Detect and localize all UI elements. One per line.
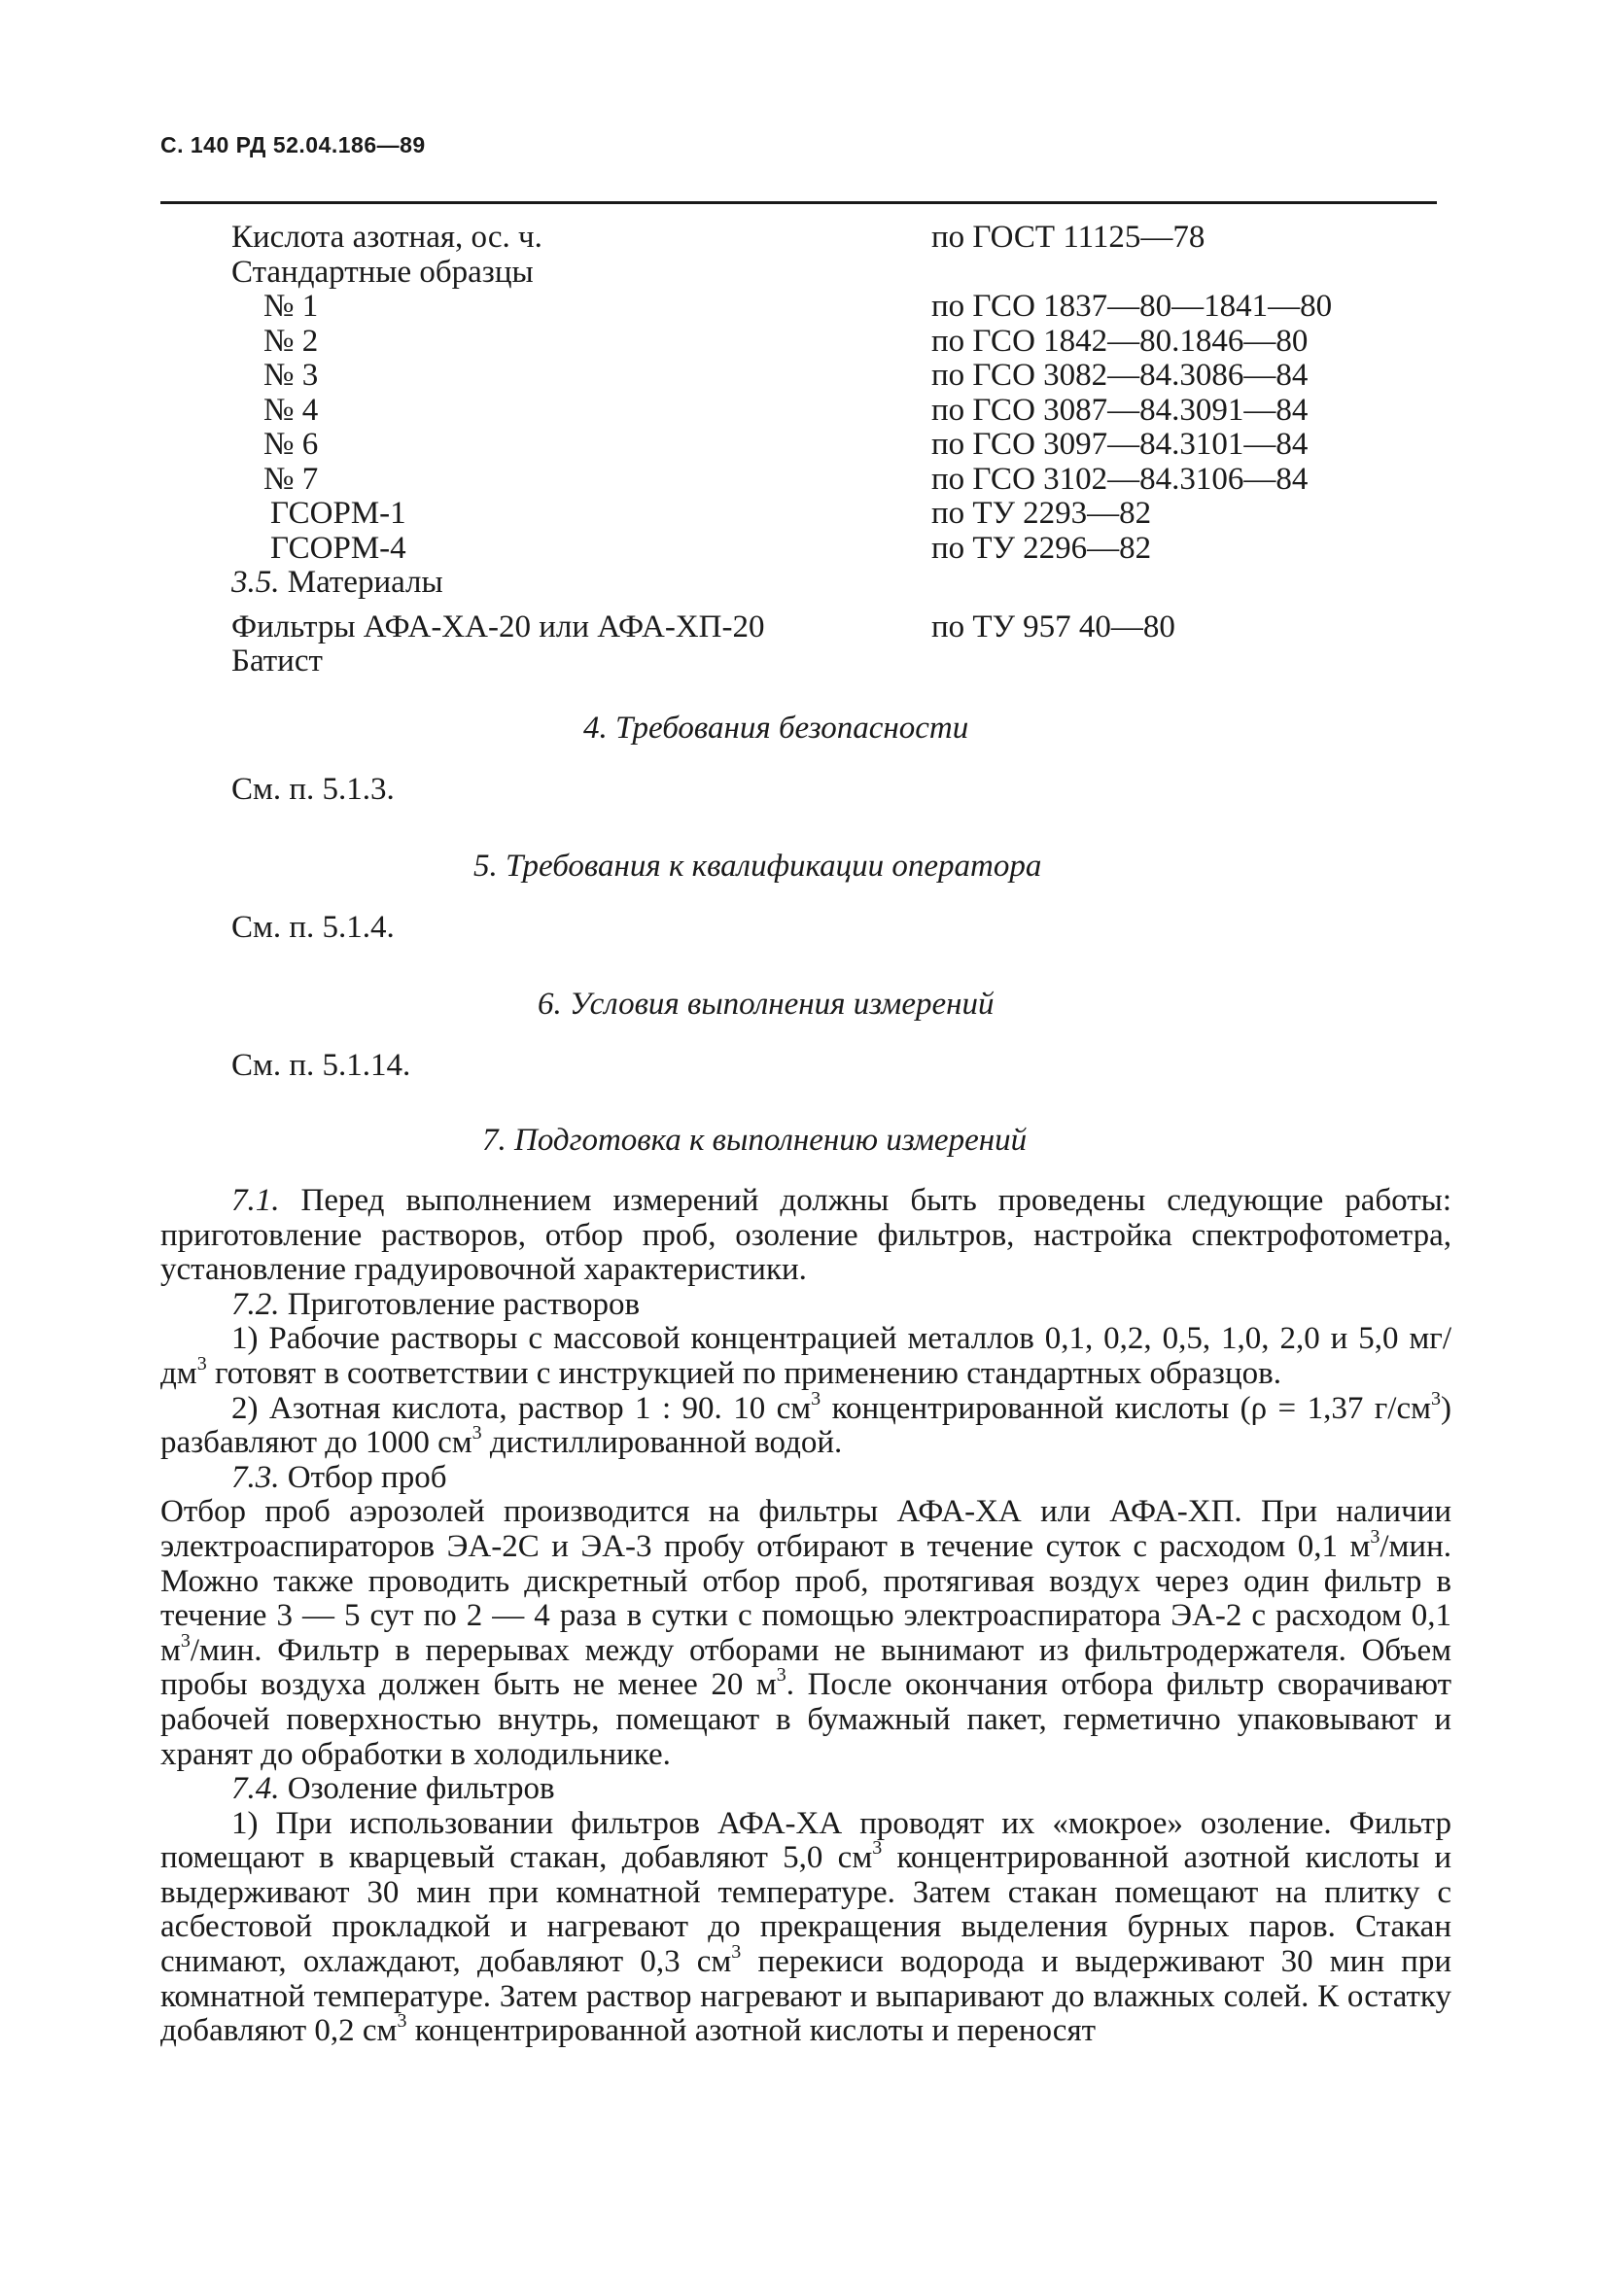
item-name: Батист — [231, 644, 323, 678]
paragraph-number: 7.2. — [231, 1286, 280, 1322]
paragraph-7-2: 7.2. Приготовление растворов — [231, 1286, 641, 1322]
item-standard: по ТУ 2296—82 — [931, 530, 1152, 566]
paragraph-number: 7.1. — [231, 1183, 280, 1218]
item-standard: по ГСО 3097—84.3101—84 — [931, 427, 1309, 462]
item-standard: по ГСО 1837—80—1841—80 — [931, 289, 1333, 324]
list-item — [231, 359, 1456, 394]
list-item — [231, 610, 1456, 645]
item-name: № 7 — [263, 461, 319, 497]
page-header: С. 140 РД 52.04.186—89 — [160, 132, 426, 157]
paragraph-7-1: 7.1. Перед выполнением измерений должны быть проведены следующие работы: приготовление растворов, отбор проб, озоление фильтров, настройка спектрофотометра, установление градуировочной характеристики. — [160, 1183, 1451, 1288]
section-heading-4: 4. Требования безопасности — [583, 711, 969, 746]
list-item — [231, 428, 1456, 463]
section-title: Материалы — [287, 565, 443, 600]
item-standard: по ГСО 3087—84.3091—84 — [931, 392, 1309, 428]
item-name: № 4 — [263, 392, 319, 428]
item-name: № 3 — [263, 358, 319, 393]
item-name: № 2 — [263, 323, 319, 359]
item-standard: по ГСО 3102—84.3106—84 — [931, 461, 1309, 497]
cross-reference: См. п. 5.1.4. — [231, 910, 395, 945]
list-item — [231, 463, 1456, 498]
section-number: 3.5. — [231, 565, 280, 600]
section-heading-6: 6. Условия выполнения измерений — [538, 987, 995, 1022]
paragraph-7-2-2: 2) Азотная кислота, раствор 1 : 90. 10 $см^3$ концентрированной кислоты (ρ = 1,37 $г/см^3$) разбавляют до 1000 $см^3$ дистиллированной водой. — [160, 1387, 1451, 1461]
paragraph-7-2-1: 1) Рабочие растворы с массовой концентрацией металлов 0,1, 0,2, 0,5, 1,0, 2,0 и 5,0 $мг/дм^3$ готовят в соответствии с инструкцией по применению стандартных образцов. — [160, 1321, 1451, 1391]
header-rule — [160, 201, 1437, 204]
list-item — [231, 532, 1456, 567]
item-standard: по ГСО 3082—84.3086—84 — [931, 358, 1309, 393]
item-name: № 6 — [263, 427, 319, 462]
paragraph-number: 7.4. — [231, 1771, 280, 1807]
section-heading-7: 7. Подготовка к выполнению измерений — [482, 1123, 1028, 1158]
list-item — [231, 644, 1456, 679]
list-item — [231, 497, 1456, 532]
section-heading-5: 5. Требования к квалификации оператора — [473, 849, 1042, 884]
paragraph-number: 7.3. — [231, 1459, 280, 1495]
paragraph-7-4: 7.4. Озоление фильтров — [231, 1771, 555, 1807]
list-item — [231, 221, 1456, 256]
list-item — [231, 256, 1456, 291]
item-name: Фильтры АФА-ХА-20 или АФА-ХП-20 — [231, 609, 765, 644]
section-heading-3-5 — [231, 566, 1456, 601]
cross-reference: См. п. 5.1.3. — [231, 772, 395, 807]
item-standard — [931, 256, 1456, 291]
item-standard: по ГОСТ 11125—78 — [931, 220, 1205, 255]
item-standard: по ТУ 957 40—80 — [931, 609, 1175, 644]
item-name: № 1 — [263, 289, 319, 324]
list-item — [231, 325, 1456, 360]
list-item — [231, 290, 1456, 325]
list-item — [231, 394, 1456, 429]
item-standard: по ГСО 1842—80.1846—80 — [931, 323, 1309, 359]
item-standard: по ТУ 2293—82 — [931, 496, 1152, 531]
body-text — [160, 1184, 1451, 2049]
paragraph-7-4-1: 1) При использовании фильтров АФА-ХА проводят их «мокрое» озоление. Фильтр помещают в кварцевый стакан, добавляют 5,0 $см^3$ концентрированной азотной кислоты и выдерживают 30 мин при комнатной температуре. Затем стакан помещают на плитку с асбестовой прокладкой и нагревают до прекращения выделения бурных паров. Стакан снимают, охлаждают, добавляют 0,3 $см^3$ перекиси водорода и выдерживают 30 мин при комнатной температуре. Затем раствор нагревают и выпаривают до влажных солей. К остатку добавляют 0,2 $см^3$ концентрированной азотной кислоты и переносят — [160, 1805, 1451, 2049]
paragraph-7-3-text: Отбор проб аэрозолей производится на фильтры АФА-ХА или АФА-ХП. При наличии электроаспираторов ЭА-2С и ЭА-3 пробу отбирают в течение суток с расходом 0,1 $м^3$/мин. Можно также проводить дискретный отбор проб, протягивая воздух через один фильтр в течение 3 — 5 сут по 2 — 4 раза в сутки с помощью электроаспиратора ЭА-2 с расходом 0,1 $м^3$/мин. Фильтр в перерывах между отборами не вынимают из фильтродержателя. Объем пробы воздуха должен быть не менее 20 $м^3$. После окончания отбора фильтр сворачивают рабочей поверхностью внутрь, помещают в бумажный пакет, герметично упаковывают и хранят до обработки в холодильнике. — [160, 1494, 1451, 1772]
item-name: ГСОРМ-4 — [270, 530, 406, 566]
cross-reference: См. п. 5.1.14. — [231, 1048, 411, 1083]
item-name: ГСОРМ-1 — [270, 496, 406, 531]
paragraph-7-3: 7.3. Отбор проб — [231, 1459, 447, 1495]
item-name: Стандартные образцы — [231, 254, 534, 290]
materials-list — [231, 221, 1456, 679]
item-name: Кислота азотная, ос. ч. — [231, 220, 542, 255]
